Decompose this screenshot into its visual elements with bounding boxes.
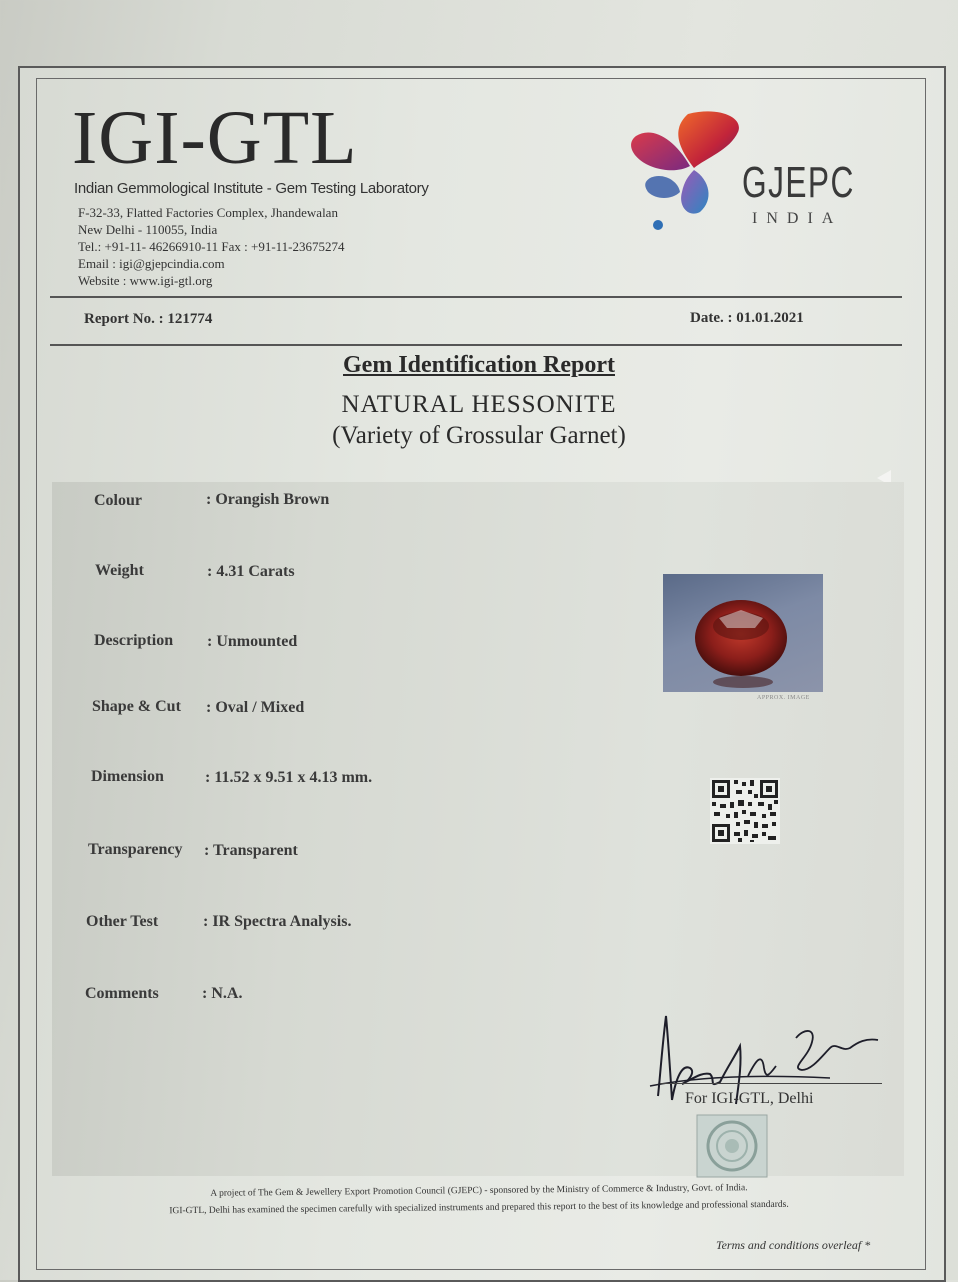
- report-date: Date. : 01.01.2021: [690, 310, 804, 326]
- institute-address: [78, 204, 345, 289]
- header-divider: [50, 296, 902, 298]
- weight-label: Weight: [95, 562, 144, 579]
- signatory-label: For IGI-GTL, Delhi: [685, 1090, 814, 1107]
- institute-name: Indian Gemmological Institute - Gem Testing Laboratory: [74, 180, 429, 197]
- transparency-value: : Transparent: [204, 842, 298, 859]
- colour-label: Colour: [94, 492, 142, 509]
- description-value: : Unmounted: [207, 633, 298, 650]
- address-line: F-32-33, Flatted Factories Complex, Jhandewalan: [78, 205, 338, 220]
- colour-value: : Orangish Brown: [206, 491, 330, 508]
- photo-caption: APPROX. IMAGE: [757, 695, 810, 701]
- gem-photo: [663, 574, 823, 692]
- other-test-label: Other Test: [86, 913, 159, 930]
- gjepc-india-text: INDIA: [752, 210, 843, 227]
- gem-variety: (Variety of Grossular Garnet): [332, 422, 626, 449]
- signature-line: [660, 1083, 882, 1084]
- report-divider: [50, 344, 902, 346]
- dimension-value: : 11.52 x 9.51 x 4.13 mm.: [205, 769, 373, 786]
- gem-image: [663, 574, 823, 692]
- footer-disclaimer: IGI-GTL, Delhi has examined the specimen carefully with specialized instruments and prepared this report to the best of its knowledge and professional standards.: [169, 1199, 789, 1217]
- gjepc-logo-text: GJEPC: [742, 158, 855, 207]
- shape-cut-label: Shape & Cut: [92, 698, 181, 715]
- transparency-label: Transparency: [88, 841, 183, 858]
- website-line: Website : www.igi-gtl.org: [78, 273, 213, 288]
- gjepc-butterfly-icon: [628, 108, 746, 240]
- report-title: Gem Identification Report: [343, 352, 615, 378]
- comments-label: Comments: [85, 985, 159, 1002]
- seal-stamp-icon: [696, 1114, 768, 1178]
- igi-gtl-logo: IGI-GTL: [72, 96, 358, 180]
- other-test-value: : IR Spectra Analysis.: [203, 913, 352, 930]
- terms-note: Terms and conditions overleaf *: [716, 1238, 871, 1252]
- qr-code-icon[interactable]: [710, 778, 780, 844]
- shape-cut-value: : Oval / Mixed: [206, 699, 305, 716]
- email-line: Email : igi@gjepcindia.com: [78, 256, 225, 271]
- phone-fax-line: Tel.: +91-11- 46266910-11 Fax : +91-11-23675274: [78, 239, 345, 254]
- dimension-label: Dimension: [91, 768, 164, 785]
- gem-name: NATURAL HESSONITE: [341, 391, 617, 418]
- address-line: New Delhi - 110055, India: [78, 222, 218, 237]
- comments-value: : N.A.: [202, 985, 243, 1002]
- weight-value: : 4.31 Carats: [207, 563, 295, 580]
- description-label: Description: [94, 632, 174, 649]
- report-number: Report No. : 121774: [84, 311, 213, 327]
- footer-project-note: A project of The Gem & Jewellery Export Promotion Council (GJEPC) - sponsored by the Ministry of Commerce & Industry, Govt. of India.: [210, 1183, 748, 1199]
